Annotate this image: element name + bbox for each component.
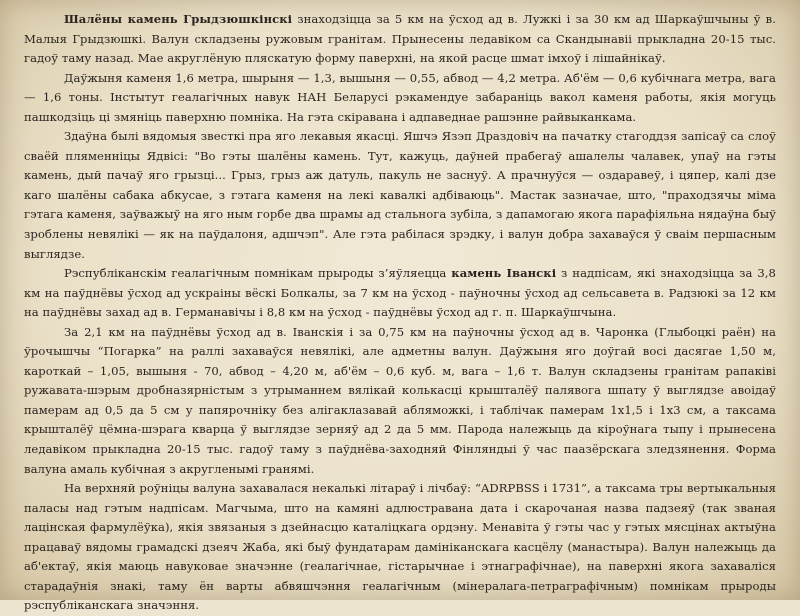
paragraph-6-text: На верхняй роўніцы валуна захавалася некалькі літараў і лічбаў: “ADRPBSS і 1731”, а таксама тры вертыкальныя паласы над гэтым надпісам. Магчыма, што на камяні адлюстравана дата і скарочаная назва падзеяў (так званая лацінская фармулёўка), якія звязаныя з дзейнасцю каталіцкага ордэну. Менавіта ў гэты час у гэтых мясцінах актыўна працаваў вядомы грамадскі дзеяч Жаба, які быў фундатарам дамініканскага касцёлу (манастыра). Валун належыць да аб'ектаў, якія маюць навуковае значэнне (геалагічнае, гістарычнае і этнаграфічнае), на паверхні якога захаваліся старадаўнія знакі, таму ён варты абвяшчэння геалагічным (мінералага-петраграфічным) помнікам прыроды рэспубліканскага значэння.: [24, 481, 776, 613]
paragraph-6: [24, 479, 776, 616]
paragraph-3: [24, 127, 776, 264]
paragraph-2-text: Даўжыня каменя 1,6 метра, шырыня — 1,3, вышыня — 0,55, абвод — 4,2 метра. Аб'ём — 0,6 кубічнага метра, вага — 1,6 тоны. Інстытут геалагічных навук НАН Беларусі рэкамендуе забараніць вакол каменя работы, якія могуць пашкодзіць ці змяніць паверхню помніка. На гэта скіравана і адпаведнае рашэнне райвыканкама.: [24, 70, 776, 124]
paragraph-5: [24, 323, 776, 479]
paragraph-4-text-a: Рэспубліканскім геалагічным помнікам прыроды з’яўляецца: [64, 266, 452, 281]
article-body: [24, 10, 776, 616]
paragraph-2: [24, 69, 776, 128]
paragraph-1-text: знаходзіцца за 5 км на ўсход ад в. Лужкі і за 30 км ад Шаркаўшчыны ў в. Малыя Грыдзюшкі. Валун складзены ружовым гранітам. Прынесены ледавіком са Скандынавіі прыкладна 20-15 тыс. гадоў таму назад. Мае акруглёную пляскатую форму паверхні, на якой расце шмат імхоў і лішайнікаў.: [24, 12, 776, 66]
paragraph-3-text: Здаўна былі вядомыя звесткі пра яго лекавыя якасці. Яшчэ Язэп Драздовіч на пачатку стагоддзя запісаў са слоў сваёй пляменніцы Ядвісі: "Во гэты шалёны камень. Тут, кажуць, даўней прабегаў ашалелы чалавек, упаў на гэты камень, дый пачаў яго грызці... Грыз, грыз аж датуль, пакуль не заснуў. А прачнуўся — оздаравеў, і цяпер, калі дзе каго шалёны сабака абкусае, з гэтага каменя на лекі кавалкі адбіваюць". Мастак зазначае, што, "праходзячы міма гэтага каменя, заўважыў на яго ным горбе два шрамы ад стальнога зубіла, з дапамогаю якога парафіяльна нядаўна быў зроблены невялікі — як на паўдалоня, адшчэп". Але гэта рабілася зрэдку, і валун добра захаваўся ў сваім першасным выглядзе.: [24, 129, 777, 261]
paragraph-5-text: За 2,1 км на паўднёвы ўсход ад в. Іванскія і за 0,75 км на паўночны ўсход ад в. Чаронка (Глыбоцкі раён) на ўрочышчы “Погарка” на раллі захаваўся невялікі, але адметны валун. Даўжыня яго доўгай восі дасягае 1,50 м, кароткай – 1,05, вышыня - 70, абвод – 4,20 м, аб'ём – 0,6 куб. м, вага – 1,6 т. Валун складзены гранітам рапаківі ружавата-шэрым дробназярністым з утрыманнем вялікай колькасці крышталёў палявога шпату ў выглядзе авоідаў памерам ад 0,5 да 5 см у папярочніку без алігаклазавай абляможкі, і таблічак памерам 1х1,5 і 1х3 см, а таксама крышталёў цёмна-шэрага кварца ў выглядзе зерняў ад 2 да 5 мм. Парода належыць да кіроўнага тыпу і прынесена ледавіком прыкладна 20-15 тыс. гадоў таму з паўднёва-заходняй Фінляндыі ў час паазёрскага зледзянення. Форма валуна амаль кубічная з акругленымі гранямі.: [24, 324, 776, 476]
paragraph-1: [24, 10, 776, 69]
stone-title-ivanski: камень Іванскі: [451, 266, 557, 281]
paragraph-4-text-b: з надпісам, які знаходзіцца за 3,8 км на паўднёвы ўсход ад ускраіны вёскі Болкалы, за 7 км на ўсход - паўночны ўсход ад сельсавета в. Радзюкі за 12 км на паўднёвы захад ад в. Германавічы і 8,8 км на ўсход - паўднёвы ўсход ад г. п. Шаркаўшчына.: [24, 266, 776, 320]
paragraph-4: [24, 264, 776, 323]
stone-title-gryadzyushkinski: Шалёны камень Грыдзюшкінскі: [64, 12, 293, 26]
